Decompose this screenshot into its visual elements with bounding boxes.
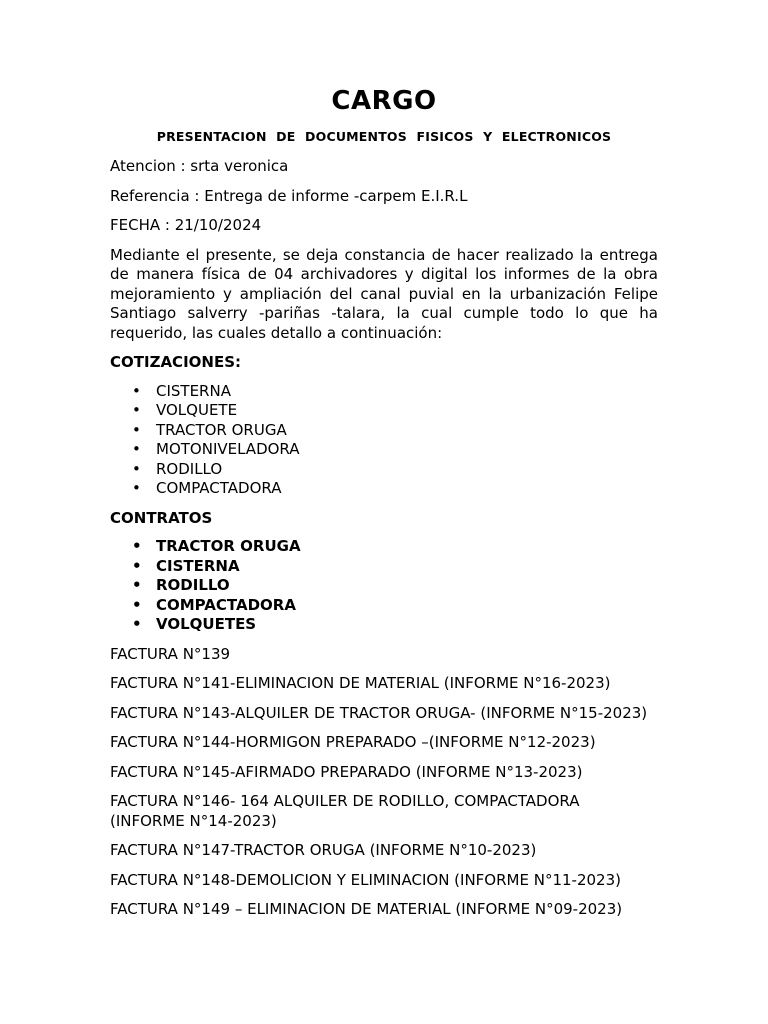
bullet-icon: • <box>132 576 142 594</box>
bullet-icon: • <box>132 556 142 575</box>
list-item: • CISTERNA <box>132 381 231 400</box>
list-item: • COMPACTADORA <box>132 595 296 614</box>
cotizaciones-list <box>110 382 658 499</box>
bullet-icon: • <box>132 479 141 497</box>
factura-line: FACTURA N°148-DEMOLICION Y ELIMINACION (INFORME N°11-2023) <box>110 870 621 889</box>
bullet-icon: • <box>132 420 141 439</box>
factura-line: FACTURA N°141-ELIMINACION DE MATERIAL (INFORME N°16-2023) <box>110 674 611 692</box>
factura-line: FACTURA N°147-TRACTOR ORUGA (INFORME N°10-2023) <box>110 841 537 859</box>
factura-line: FACTURA N°143-ALQUILER DE TRACTOR ORUGA- (INFORME N°15-2023) <box>110 703 648 722</box>
bullet-icon: • <box>132 537 142 555</box>
bullet-icon: • <box>132 615 142 633</box>
list-item: • RODILLO <box>132 459 223 478</box>
list-item: • RODILLO <box>132 576 230 594</box>
document-title: CARGO <box>331 86 437 116</box>
bullet-icon: • <box>132 459 141 478</box>
list-item: • TRACTOR ORUGA <box>132 537 301 555</box>
fecha-line: FECHA : 21/10/2024 <box>110 216 262 234</box>
factura-line: FACTURA N°149 – ELIMINACION DE MATERIAL (INFORME N°09-2023) <box>110 900 623 918</box>
document-subtitle: PRESENTACION DE DOCUMENTOS FISICOS Y ELECTRONICOS <box>156 129 612 144</box>
contratos-heading: CONTRATOS <box>110 508 213 527</box>
list-item: • CISTERNA <box>132 556 240 575</box>
bullet-icon: • <box>132 440 141 458</box>
document-page <box>110 84 658 920</box>
list-item: • TRACTOR ORUGA <box>132 420 287 439</box>
list-item: • VOLQUETES <box>132 615 257 633</box>
factura-line: FACTURA N°144-HORMIGON PREPARADO –(INFORME N°12-2023) <box>110 733 596 751</box>
list-item: • COMPACTADORA <box>132 479 282 497</box>
factura-line: FACTURA N°139 <box>110 644 231 663</box>
factura-line: FACTURA N°146- 164 ALQUILER DE RODILLO, COMPACTADORA (INFORME N°14-2023) <box>110 792 580 830</box>
body-paragraph: Mediante el presente, se deja constancia de hacer realizado la entrega de manera física de 04 archivadores y digital los informes de la obra mejoramiento y ampliación del canal puvial en la urbanización Felipe Santiago salverry -pariñas -talara, la cual cumple todo lo que ha requerido, las cuales detallo a continuación: <box>110 245 658 342</box>
contratos-list <box>110 537 658 635</box>
atencion-line: Atencion : srta veronica <box>110 157 289 175</box>
factura-line: FACTURA N°145-AFIRMADO PREPARADO (INFORME N°13-2023) <box>110 762 583 781</box>
bullet-icon: • <box>132 595 142 614</box>
bullet-icon: • <box>132 401 141 419</box>
list-item: • VOLQUETE <box>132 401 238 419</box>
bullet-icon: • <box>132 381 141 400</box>
cotizaciones-heading: COTIZACIONES: <box>110 353 242 371</box>
list-item: • MOTONIVELADORA <box>132 440 300 458</box>
referencia-line: Referencia : Entrega de informe -carpem E.I.R.L <box>110 186 468 205</box>
